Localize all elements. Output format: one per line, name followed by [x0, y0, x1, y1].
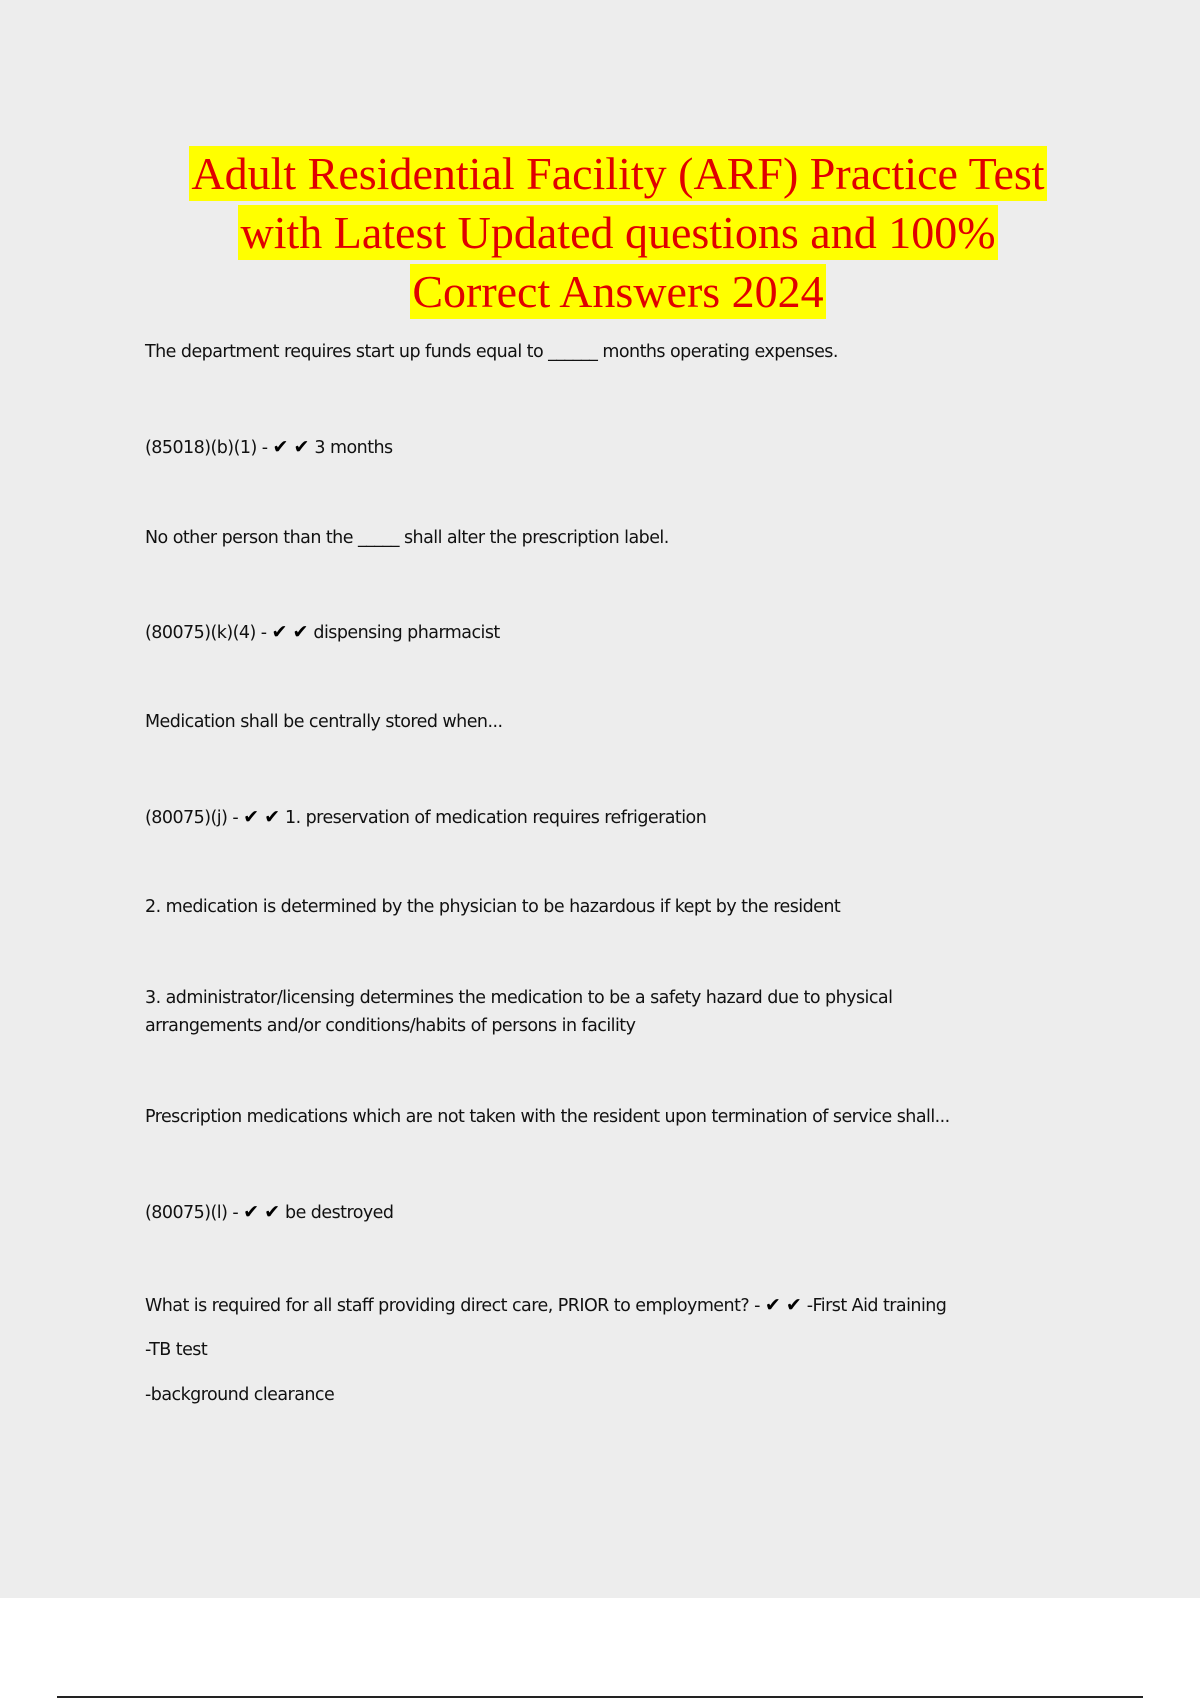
answer-2-text: dispensing pharmacist: [313, 623, 500, 643]
check-icon: ✔: [292, 621, 309, 643]
title-line-2: with Latest Updated questions and 100%: [240, 207, 996, 258]
question-5-text: What is required for all staff providing direct care, PRIOR to employment? -: [145, 1296, 765, 1316]
answer-5-text: -First Aid training: [806, 1296, 947, 1316]
answer-4-reference: (80075)(l) -: [145, 1203, 244, 1223]
answer-5-item-3: -background clearance: [145, 1385, 335, 1405]
answer-5-item-2: -TB test: [145, 1340, 208, 1360]
check-icon: ✔: [243, 806, 260, 828]
question-4: Prescription medications which are not taken with the resident upon termination of service shall...: [145, 1107, 950, 1127]
check-icon: ✔: [264, 1201, 280, 1223]
question-2: No other person than the _____ shall alter the prescription label.: [145, 528, 669, 548]
question-1: The department requires start up funds equal to ______ months operating expenses.: [145, 342, 838, 362]
answer-1: [145, 436, 393, 458]
document-title: [0, 144, 1200, 321]
check-icon: ✔: [243, 1201, 260, 1223]
answer-1-text: 3 months: [314, 438, 393, 458]
question-5: [145, 1294, 946, 1316]
check-icon: ✔: [272, 436, 289, 458]
title-line-1: Adult Residential Facility (ARF) Practice Test: [191, 148, 1045, 199]
answer-3-reference: (80075)(j) -: [145, 808, 244, 828]
check-icon: ✔: [271, 621, 288, 643]
answer-4: [145, 1201, 393, 1223]
page-footer-divider: [57, 1696, 1143, 1698]
title-line-3: Correct Answers 2024: [412, 266, 824, 317]
check-icon: ✔: [293, 436, 310, 458]
answer-3: [145, 806, 706, 828]
answer-3-text: 1. preservation of medication requires refrigeration: [285, 808, 707, 828]
check-icon: ✔: [764, 1294, 781, 1316]
question-3: Medication shall be centrally stored when...: [145, 712, 503, 732]
answer-2-reference: (80075)(k)(4) -: [145, 623, 272, 643]
answer-4-text: be destroyed: [285, 1203, 394, 1223]
answer-3-item-3: 3. administrator/licensing determines the medication to be a safety hazard due to physical arrangements and/or conditions/habits of persons in facility: [145, 988, 893, 1036]
check-icon: ✔: [785, 1294, 802, 1316]
check-icon: ✔: [264, 806, 280, 828]
answer-1-reference: (85018)(b)(1) -: [145, 438, 273, 458]
answer-3-item-2: 2. medication is determined by the physician to be hazardous if kept by the resident: [145, 897, 841, 917]
answer-2: [145, 621, 500, 643]
